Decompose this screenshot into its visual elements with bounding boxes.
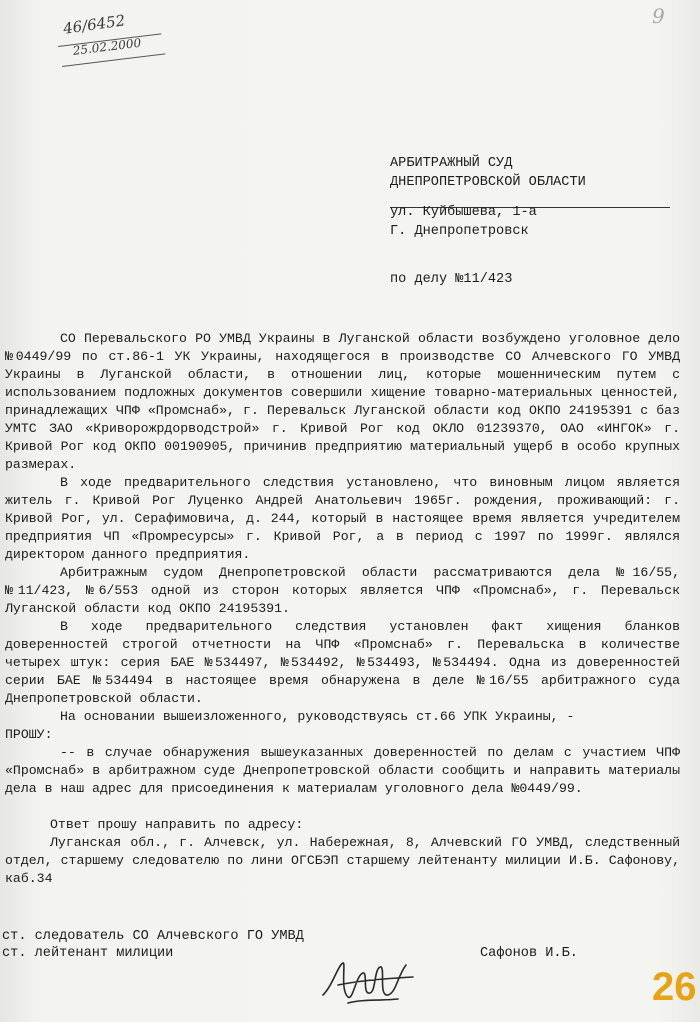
body-paragraph-6: -- в случае обнаружения вышеуказанных доверенностей по делам с участием ЧПФ «Промснаб» в арбитражном суде Днепропетровской области сообщить и направить материалы дела в наш адрес для присоединения к материалам уголовного дела №0449/99.	[5, 745, 680, 796]
request-heading: ПРОШУ:	[5, 727, 53, 742]
body-paragraph-4: В ходе предварительного следствия установлен факт хищения бланков доверенностей строгой отчетности на ЧПФ «Промснаб» г. Перевальска в количестве четырех штук: серия БАЕ №534497, №534492, №534493, №534494. Одна из доверенностей серии БАЕ №534494 в настоящее время обнаружена в деле №16/55 арбитражного суда Днепропетровской области.	[5, 619, 680, 706]
return-address: Луганская обл., г. Алчевск, ул. Набережная, 8, Алчевский ГО УМВД, следственный отдел, старшему следователю по лини ОГСБЭП старшему лейтенанту милиции И.Б. Сафонову, каб.34	[5, 835, 680, 886]
case-reference: по делу №11/423	[390, 272, 513, 287]
addressee-line-1: АРБИТРАЖНЫЙ СУД	[390, 156, 513, 171]
registration-number: 46/6452	[62, 11, 127, 38]
addressee-line-2: ДНЕПРОПЕТРОВСКОЙ ОБЛАСТИ	[390, 175, 586, 190]
body-paragraph-7: Ответ прошу направить по адресу:	[50, 817, 304, 832]
handwritten-signature	[318, 955, 418, 1010]
body-paragraph-2: В ходе предварительного следствия установлено, что виновным лицом является житель г. Кривой Рог Луценко Андрей Анатольевич 1965г. рождения, проживающий: г. Кривой Рог, ул. Серафимовича, д. 244, который в настоящее время является учредителем предприятия ЧП «Промресурсы» г. Кривой Рог, а в период с 1997 по 1999г. являлся директором данного предприятия.	[5, 475, 680, 562]
addressee-city: Г. Днепропетровск	[390, 224, 529, 239]
page-number: 26	[652, 965, 697, 1009]
body-paragraph-1: СО Перевальского РО УМВД Украины в Луганской области возбуждено уголовное дело №0449/99 по ст.86-1 УК Украины, находящегося в производстве СО Алчевского ГО УМВД Украины в Луганской области, в отношении лиц, которые мошенническим путем с использованием подложных документов совершили хищение товарно-материальных ценностей, принадлежащих ЧПФ «Промснаб», г. Перевальск Луганской области код ОКПО 24195391 с баз УМТС ЗАО «Криворожрдорводстрой» г. Кривой Рог код ОКЛО 01239370, ОАО «ИНГОК» г. Кривой Рог код ОКПО 00190905, причинив предприятию материальный ущерб в особо крупных размерах.	[5, 331, 680, 472]
body-paragraph-5: На основании вышеизложенного, руководствуясь ст.66 УПК Украины, -	[60, 709, 575, 724]
signatory-name: Сафонов И.Б.	[480, 946, 578, 961]
letter-body	[5, 330, 680, 888]
signatory-title-1: ст. следователь СО Алчевского ГО УМВД	[2, 929, 304, 944]
addressee-street: ул. Куйбышева, 1-а	[390, 205, 537, 220]
signatory-title-2: ст. лейтенант милиции	[2, 946, 174, 961]
registration-date: 25.02.2000	[72, 35, 142, 58]
corner-page-mark: 9	[652, 4, 665, 28]
body-paragraph-3: Арбитражным судом Днепропетровской области рассматриваются дела №16/55, №11/423, №6/553 одной из сторон которых является ЧПФ «Промснаб», г. Перевальск Луганской области код ОКПО 24195391.	[5, 565, 680, 616]
